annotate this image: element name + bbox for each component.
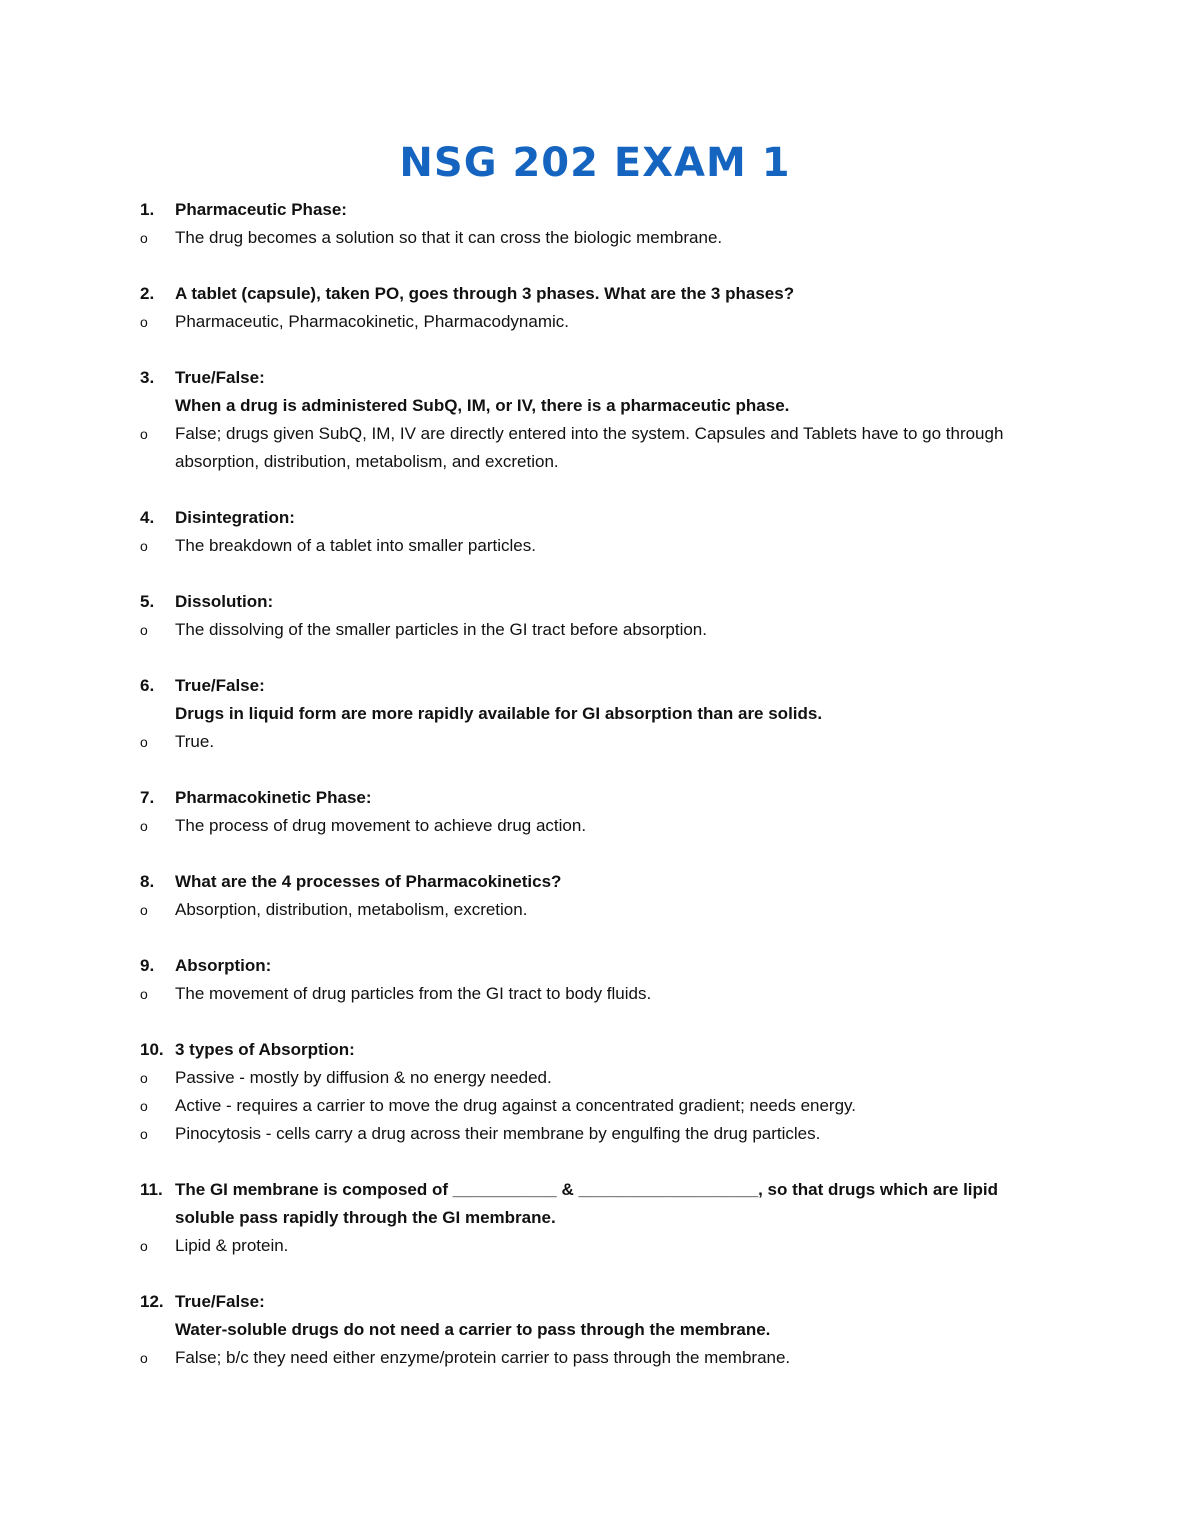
question-text: Absorption:: [175, 956, 272, 975]
answer-text: The dissolving of the smaller particles in the GI tract before absorption.: [175, 620, 707, 639]
question-text: Water-soluble drugs do not need a carrier to pass through the membrane.: [175, 1320, 771, 1339]
question-text: When a drug is administered SubQ, IM, or IV, there is a pharmaceutic phase.: [175, 396, 790, 415]
answer-text: The drug becomes a solution so that it can cross the biologic membrane.: [175, 228, 723, 247]
answer-text: Passive - mostly by diffusion & no energy needed.: [175, 1068, 552, 1087]
bullet-icon: o: [140, 622, 148, 638]
answer-text: Absorption, distribution, metabolism, excretion.: [175, 900, 528, 919]
question-text: Drugs in liquid form are more rapidly available for GI absorption than are solids.: [175, 704, 823, 723]
answer-line: [140, 616, 1060, 644]
question-line: [140, 1036, 1060, 1064]
answer-text: True.: [175, 732, 215, 751]
question-number: 1.: [140, 200, 155, 219]
question-number: 12.: [140, 1292, 164, 1311]
question-item: [140, 504, 1060, 560]
question-number: 9.: [140, 956, 155, 975]
answer-text: False; drugs given SubQ, IM, IV are directly entered into the system. Capsules and Tablets have to go through absorption, distribution, metabolism, and excretion.: [175, 424, 1004, 471]
question-item: [140, 672, 1060, 756]
question-number: 6.: [140, 676, 155, 695]
bullet-icon: o: [140, 1126, 148, 1142]
question-text: True/False:: [175, 368, 265, 387]
question-number: 5.: [140, 592, 155, 611]
page-title: NSG 202 EXAM 1: [399, 140, 791, 186]
question-list: [140, 196, 1060, 1400]
bullet-icon: o: [140, 426, 148, 442]
question-line: [140, 280, 1060, 308]
question-text: 3 types of Absorption:: [175, 1040, 355, 1059]
question-item: [140, 1288, 1060, 1372]
question-item: [140, 196, 1060, 252]
answer-text: The movement of drug particles from the GI tract to body fluids.: [175, 984, 652, 1003]
answer-line: [140, 1120, 1060, 1148]
question-line: [140, 504, 1060, 532]
answer-line: [140, 728, 1060, 756]
answer-line: [140, 224, 1060, 252]
bullet-icon: o: [140, 230, 148, 246]
answer-text: False; b/c they need either enzyme/protein carrier to pass through the membrane.: [175, 1348, 791, 1367]
bullet-icon: o: [140, 1238, 148, 1254]
question-item: [140, 280, 1060, 336]
answer-line: [140, 1232, 1060, 1260]
question-line: [140, 1176, 1060, 1232]
question-text: What are the 4 processes of Pharmacokinetics?: [175, 872, 562, 891]
answer-line: [140, 1064, 1060, 1092]
question-line: [140, 784, 1060, 812]
question-number: 8.: [140, 872, 155, 891]
question-item: [140, 868, 1060, 924]
question-number: 2.: [140, 284, 155, 303]
answer-text: Pinocytosis - cells carry a drug across their membrane by engulfing the drug particles.: [175, 1124, 821, 1143]
bullet-icon: o: [140, 1350, 148, 1366]
bullet-icon: o: [140, 818, 148, 834]
answer-text: The process of drug movement to achieve drug action.: [175, 816, 587, 835]
question-item: [140, 1036, 1060, 1148]
question-number: 3.: [140, 368, 155, 387]
question-text: True/False:: [175, 1292, 265, 1311]
bullet-icon: o: [140, 314, 148, 330]
answer-line: [140, 1092, 1060, 1120]
question-line: [140, 588, 1060, 616]
question-item: [140, 588, 1060, 644]
question-line: [140, 392, 1060, 420]
answer-line: [140, 308, 1060, 336]
question-line: [140, 364, 1060, 392]
question-item: [140, 952, 1060, 1008]
answer-text: Active - requires a carrier to move the drug against a concentrated gradient; needs energy.: [175, 1096, 857, 1115]
answer-line: [140, 420, 1060, 476]
question-number: 10.: [140, 1040, 164, 1059]
question-text: Dissolution:: [175, 592, 274, 611]
question-number: 7.: [140, 788, 155, 807]
question-line: [140, 700, 1060, 728]
question-text: The GI membrane is composed of ___________ & ___________________, so that drugs which are lipid soluble pass rapidly through the GI membrane.: [175, 1180, 999, 1227]
question-line: [140, 952, 1060, 980]
question-item: [140, 364, 1060, 476]
bullet-icon: o: [140, 986, 148, 1002]
question-text: A tablet (capsule), taken PO, goes through 3 phases. What are the 3 phases?: [175, 284, 795, 303]
question-line: [140, 1316, 1060, 1344]
question-text: Disintegration:: [175, 508, 295, 527]
question-number: 11.: [140, 1180, 163, 1199]
question-line: [140, 672, 1060, 700]
answer-line: [140, 812, 1060, 840]
question-text: True/False:: [175, 676, 265, 695]
bullet-icon: o: [140, 734, 148, 750]
question-line: [140, 1288, 1060, 1316]
answer-text: The breakdown of a tablet into smaller particles.: [175, 536, 536, 555]
bullet-icon: o: [140, 1098, 148, 1114]
answer-line: [140, 532, 1060, 560]
bullet-icon: o: [140, 902, 148, 918]
question-text: Pharmaceutic Phase:: [175, 200, 347, 219]
answer-line: [140, 1344, 1060, 1372]
answer-line: [140, 980, 1060, 1008]
bullet-icon: o: [140, 538, 148, 554]
answer-text: Pharmaceutic, Pharmacokinetic, Pharmacodynamic.: [175, 312, 569, 331]
question-text: Pharmacokinetic Phase:: [175, 788, 372, 807]
answer-text: Lipid & protein.: [175, 1236, 289, 1255]
answer-line: [140, 896, 1060, 924]
question-line: [140, 196, 1060, 224]
question-item: [140, 784, 1060, 840]
question-number: 4.: [140, 508, 155, 527]
question-line: [140, 868, 1060, 896]
question-item: [140, 1176, 1060, 1260]
bullet-icon: o: [140, 1070, 148, 1086]
